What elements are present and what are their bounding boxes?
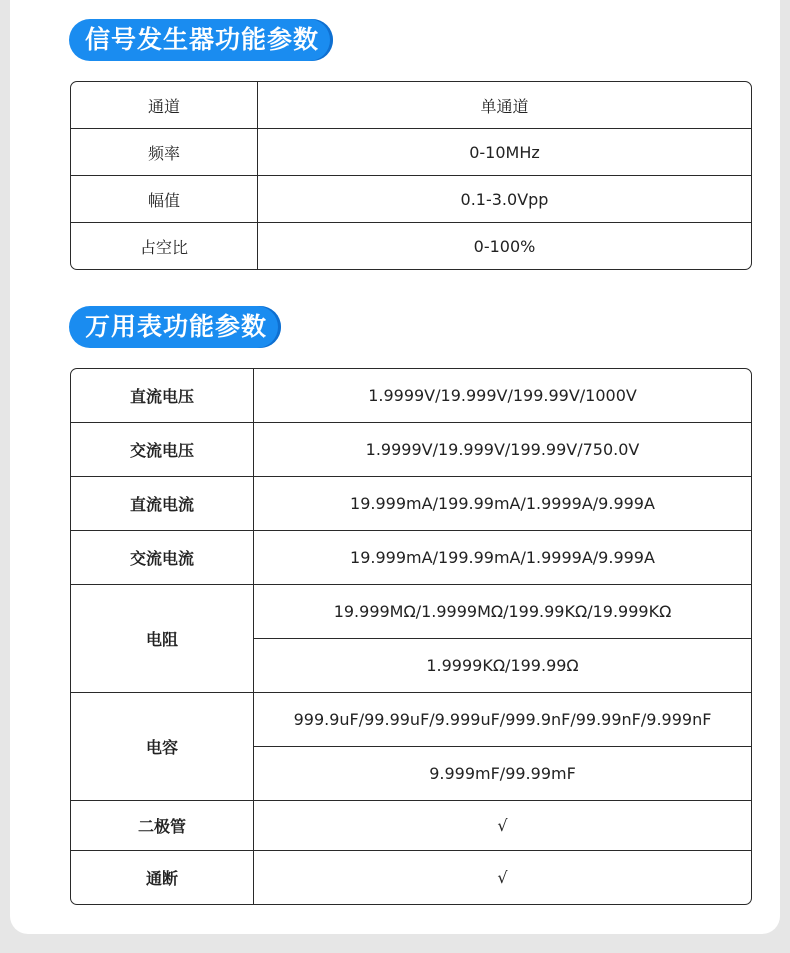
spec-value: 1.9999V/19.999V/199.99V/1000V (254, 369, 751, 423)
table-row (71, 851, 751, 904)
table-row (71, 176, 751, 223)
spec-card (10, 0, 780, 934)
table-row (71, 82, 751, 129)
spec-label: 频率 (71, 129, 258, 176)
spec-label: 幅值 (71, 176, 258, 223)
spec-value: 19.999mA/199.99mA/1.9999A/9.999A (254, 477, 751, 531)
spec-value: 999.9uF/99.99uF/9.999uF/999.9nF/99.99nF/9.999nF (254, 693, 751, 747)
spec-value: 0-10MHz (258, 129, 751, 176)
spec-label: 通断 (71, 851, 254, 904)
spec-value: 9.999mF/99.99mF (254, 747, 751, 801)
spec-label: 通道 (71, 82, 258, 129)
section-title-signal-generator: 信号发生器功能参数 (69, 19, 333, 61)
table-row (71, 129, 751, 176)
multimeter-spec-table (70, 368, 752, 905)
spec-value: 0-100% (473, 236, 536, 256)
table-row (71, 477, 751, 531)
section-title-multimeter: 万用表功能参数 (69, 306, 281, 348)
table-row (71, 369, 751, 423)
spec-label: 交流电压 (71, 423, 254, 477)
table-row (71, 531, 751, 585)
signal-generator-spec-table (70, 81, 752, 270)
spec-label: 电容 (71, 693, 254, 801)
table-row (71, 801, 751, 851)
spec-value: 单通道 (258, 82, 751, 129)
table-row (71, 223, 751, 269)
spec-label: 二极管 (71, 801, 254, 851)
spec-value: 1.9999V/19.999V/199.99V/750.0V (254, 423, 751, 477)
spec-value: √ (497, 868, 508, 887)
spec-value: √ (254, 801, 751, 851)
spec-label: 电阻 (71, 585, 254, 693)
spec-value: 1.9999KΩ/199.99Ω (254, 639, 751, 693)
spec-value: 19.999mA/199.99mA/1.9999A/9.999A (254, 531, 751, 585)
table-row (71, 423, 751, 477)
spec-label: 直流电流 (71, 477, 254, 531)
spec-label: 交流电流 (71, 531, 254, 585)
spec-value: 19.999MΩ/1.9999MΩ/199.99KΩ/19.999KΩ (254, 585, 751, 639)
table-row (71, 693, 751, 747)
spec-label: 直流电压 (71, 369, 254, 423)
spec-label: 占空比 (71, 223, 258, 269)
table-row (71, 585, 751, 639)
spec-value: 0.1-3.0Vpp (258, 176, 751, 223)
